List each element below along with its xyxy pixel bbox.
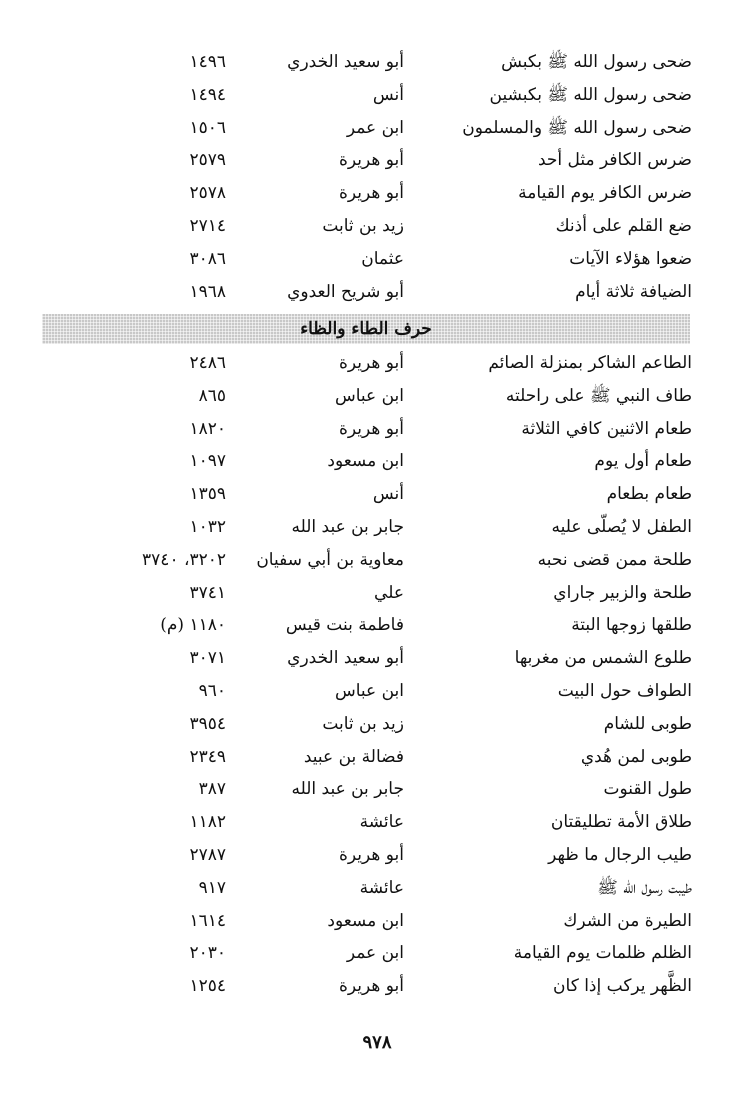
index-row — [0, 905, 754, 938]
hadith-number: ١٤٩٤ — [189, 84, 226, 105]
hadith-text: طعام الاثنين كافي الثلاثة — [521, 418, 692, 439]
index-row — [0, 544, 754, 577]
narrator-name: أنس — [372, 484, 404, 505]
hadith-number: ١٨٢٠ — [189, 418, 226, 439]
hadith-number: ٢٠٣٠ — [189, 943, 226, 964]
hadith-number: ٣٩٥٤ — [189, 713, 226, 734]
index-row — [0, 511, 754, 544]
hadith-text: طلوع الشمس من مغربها — [514, 648, 692, 669]
index-row — [0, 675, 754, 708]
narrator-name: عائشة — [359, 812, 404, 833]
index-row — [0, 741, 754, 774]
narrator-name: فضالة بن عبيد — [303, 746, 404, 767]
index-row — [0, 806, 754, 839]
hadith-text: الطواف حول البيت — [557, 681, 692, 701]
hadith-number: ٢٤٨٦ — [189, 353, 226, 373]
narrator-name: علي — [374, 582, 404, 603]
narrator-name: معاوية بن أبي سفيان — [256, 549, 404, 570]
hadith-text: طعام بطعام — [606, 484, 692, 505]
hadith-text: الظلم ظلمات يوم القيامة — [513, 943, 692, 964]
narrator-name: أبو هريرة — [338, 353, 404, 373]
hadith-number: ١٠٩٧ — [189, 451, 226, 472]
index-row — [0, 970, 754, 1003]
narrator-name: أبو سعيد الخدري — [287, 648, 404, 669]
index-row — [0, 112, 754, 145]
narrator-name: أبو هريرة — [338, 845, 404, 865]
narrator-name: أبو شريح العدوي — [287, 281, 404, 302]
hadith-text: طاف النبي ﷺ على راحلته — [505, 385, 692, 406]
narrator-name: ابن مسعود — [327, 451, 404, 472]
index-row — [0, 243, 754, 276]
hadith-number: ١١٨٢ — [189, 812, 226, 833]
index-row — [0, 708, 754, 741]
hadith-text: الطاعم الشاكر بمنزلة الصائم — [488, 353, 692, 373]
narrator-name: أنس — [372, 84, 404, 105]
hadith-number: ٩٦٠ — [198, 681, 226, 701]
hadith-number: ١٢٥٤ — [189, 976, 226, 997]
hadith-text: طلحة والزبير جاراي — [553, 582, 692, 603]
index-row — [0, 347, 754, 380]
narrator-name: عثمان — [361, 248, 404, 269]
hadith-number: ١٣٥٩ — [189, 484, 226, 505]
hadith-number: ١٤٩٦ — [189, 52, 226, 72]
hadith-number: ٨٦٥ — [198, 385, 226, 406]
hadith-number: ٢٥٧٩ — [189, 150, 226, 171]
hadith-text: طيبت رسول الله ﷺ — [597, 877, 692, 898]
index-row — [0, 577, 754, 610]
hadith-text: ضعوا هؤلاء الآيات — [569, 248, 692, 269]
hadith-number: ١٩٦٨ — [189, 281, 226, 302]
hadith-number: ٣٠٧١ — [189, 648, 226, 669]
narrator-name: جابر بن عبد الله — [291, 779, 404, 800]
hadith-text: ضرس الكافر يوم القيامة — [518, 183, 692, 204]
hadith-number: ١٥٠٦ — [189, 117, 226, 138]
hadith-number: ٣٧٤١ — [189, 582, 226, 603]
hadith-text: الضيافة ثلاثة أيام — [575, 281, 692, 302]
narrator-name: فاطمة بنت قيس — [285, 615, 404, 636]
index-row — [0, 445, 754, 478]
index-row — [0, 46, 754, 79]
hadith-text: الظَّهر يركب إذا كان — [553, 976, 692, 997]
narrator-name: ابن مسعود — [327, 910, 404, 931]
hadith-number: ١٦١٤ — [189, 910, 226, 931]
narrator-name: ابن عباس — [334, 681, 404, 701]
narrator-name: زيد بن ثابت — [322, 216, 404, 236]
hadith-text: طلاق الأمة تطليقتان — [550, 812, 692, 833]
index-row — [0, 609, 754, 642]
narrator-name: جابر بن عبد الله — [291, 517, 404, 537]
hadith-text: الطفل لا يُصلّى عليه — [551, 517, 692, 537]
hadith-number: ٩١٧ — [198, 877, 226, 898]
index-row — [0, 642, 754, 675]
hadith-text: ضع القلم على أذنك — [555, 216, 692, 236]
hadith-text: طول القنوت — [603, 779, 692, 800]
index-row — [0, 79, 754, 112]
hadith-text: طعام أول يوم — [594, 451, 692, 472]
index-row — [0, 773, 754, 806]
narrator-name: زيد بن ثابت — [322, 713, 404, 734]
hadith-text: ضحى رسول الله ﷺ والمسلمون — [462, 117, 692, 138]
index-row — [0, 937, 754, 970]
hadith-number: ٢٥٧٨ — [189, 183, 226, 204]
hadith-text: الطيرة من الشرك — [563, 910, 692, 931]
narrator-name: أبو سعيد الخدري — [287, 52, 404, 72]
hadith-text: طلقها زوجها البتة — [571, 615, 692, 636]
narrator-name: ابن عباس — [334, 385, 404, 406]
hadith-text: طوبى للشام — [603, 713, 692, 734]
index-row — [0, 872, 754, 905]
hadith-number: ٣٠٨٦ — [189, 248, 226, 269]
hadith-number: ٣٨٧ — [198, 779, 226, 800]
hadith-number: ٢٣٤٩ — [189, 746, 226, 767]
narrator-name: أبو هريرة — [338, 183, 404, 204]
hadith-text: طوبى لمن هُدي — [580, 746, 692, 767]
index-row — [0, 413, 754, 446]
hadith-text: طلحة ممن قضى نحبه — [537, 549, 692, 570]
narrator-name: أبو هريرة — [338, 418, 404, 439]
hadith-number: ١١٨٠ (م) — [160, 615, 226, 636]
narrator-name: ابن عمر — [346, 117, 404, 138]
section-header: حرف الطاء والظاء — [42, 314, 690, 344]
index-row — [0, 177, 754, 210]
hadith-text: طيب الرجال ما ظهر — [548, 845, 692, 865]
hadith-number: ٣٢٠٢، ٣٧٤٠ — [142, 549, 226, 570]
hadith-text: ضرس الكافر مثل أحد — [537, 150, 692, 171]
hadith-text: ضحى رسول الله ﷺ بكبش — [501, 52, 692, 72]
index-row — [0, 276, 754, 309]
index-row — [0, 144, 754, 177]
hadith-text: ضحى رسول الله ﷺ بكبشين — [489, 84, 692, 105]
hadith-number: ١٠٣٢ — [189, 517, 226, 537]
narrator-name: أبو هريرة — [338, 976, 404, 997]
index-row — [0, 478, 754, 511]
hadith-number: ٢٧١٤ — [189, 216, 226, 236]
narrator-name: أبو هريرة — [338, 150, 404, 171]
index-row — [0, 380, 754, 413]
narrator-name: ابن عمر — [346, 943, 404, 964]
index-row — [0, 839, 754, 872]
index-row — [0, 210, 754, 243]
page-number: ٩٧٨ — [362, 1032, 392, 1053]
hadith-number: ٢٧٨٧ — [189, 845, 226, 865]
narrator-name: عائشة — [359, 877, 404, 898]
